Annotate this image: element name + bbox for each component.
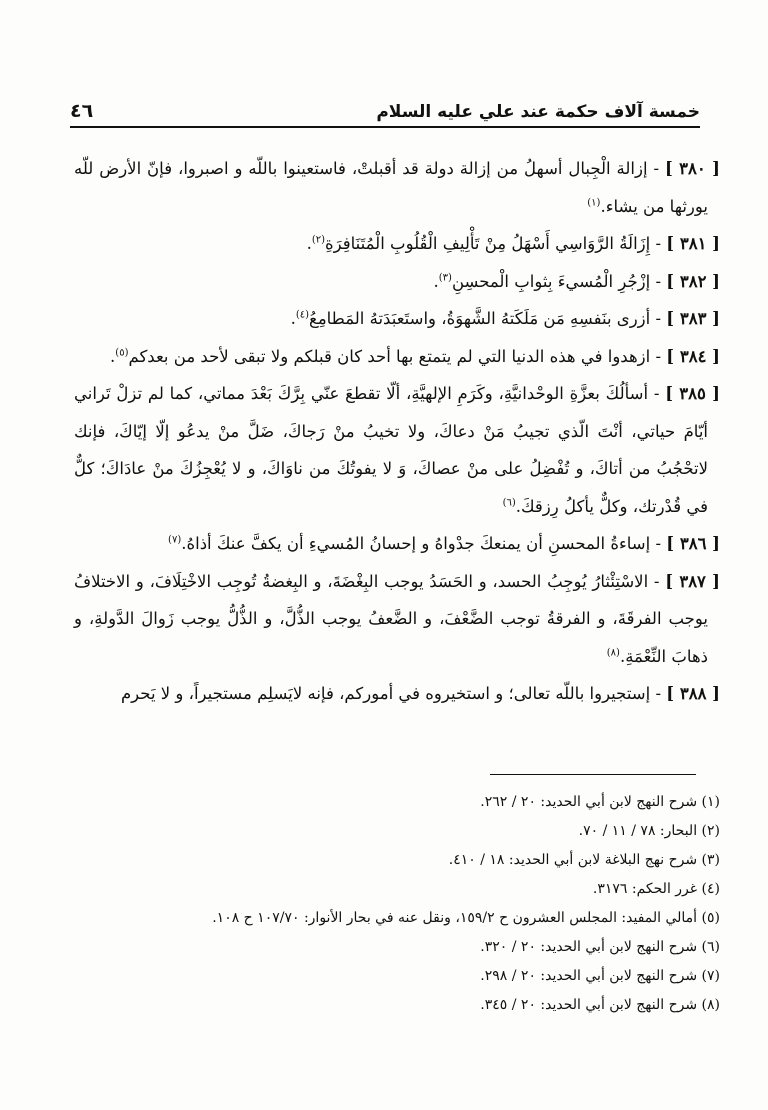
saying-382: [ ٣٨٢ ] - إزْجُرِ الْمُسيءَ بِثوابِ الْمحسِنِ$^{(٣)}$.: [433, 271, 720, 291]
page-header: [70, 92, 700, 128]
sayings-body: [74, 150, 720, 713]
footnote-ref[interactable]: (٧): [168, 534, 182, 546]
footnote-ref[interactable]: (٥): [115, 347, 129, 358]
footnote-ref[interactable]: (٤): [295, 309, 310, 321]
saying-381: [ ٣٨١ ] - إِزَالَةُ الرَّوَاسِي أَسْهَلُ مِنْ تَأْلِيفِ الْقُلُوبِ الْمُتَنَافِرَةِ$^{(٢)}$.: [306, 234, 720, 253]
running-title: خمسة آلاف حكمة عند علي عليه السلام: [376, 102, 700, 122]
saying-text: - إِزَالَةُ الرَّوَاسِي أَسْهَلُ مِنْ تَأْلِيفِ الْقُلُوبِ الْمُتَنَافِرَةِ: [325, 234, 667, 253]
saying-number: [ ٣٨٤ ]: [666, 346, 720, 366]
saying-text: - إزْجُرِ الْمُسيءَ بِثوابِ الْمحسِنِ: [451, 271, 667, 291]
footnote-5: (٥) أمالي المفيد: المجلس العشرون ح ١٥٩/٢، ونقل عنه في بحار الأنوار: ١٠٧/٧٠ ح ١٠٨.: [212, 910, 720, 926]
saying-385: [74, 375, 720, 525]
saying-number: [ ٣٨٥ ]: [665, 384, 720, 403]
saying-388: [74, 675, 720, 713]
saying-text: - إستجيروا باللّه تعالى؛ و استخيروه في أموركم، فإنه لايَسلِم مستجيراً، و لا يَحرم: [120, 684, 667, 703]
saying-text: - إساءةُ المحسنِ أن يمنعكَ جدْواهُ و إحسانُ المُسيءِ أن يكفَّ عنكَ أذاهُ.: [181, 534, 667, 553]
footnote-ref[interactable]: (١): [587, 197, 601, 208]
footnote-divider: [490, 774, 696, 775]
page-number: ٤٦: [70, 100, 94, 122]
saying-text: - الاسْتِئْثارُ يُوجِبُ الحسد، و الحَسَدُ يوجب البِغْضَةَ، و البِغضةُ تُوجِب الاخْتِلَافَ، و الاختلافُ يوجب الفرقَةَ، و الفرقةُ توجب الضَّعْفَ، و الضَّعفُ يوجب الذُّلَّ، و الذُّلُّ يوجب زَوالَ الدَّولةِ، و ذهابَ النِّعْمَةِ.: [74, 571, 708, 666]
saying-number: [ ٣٨٠ ]: [664, 159, 720, 178]
saying-text: - أسألُكَ بعزَّةِ الوحْدانيَّةِ، وكَرَمِ الإلهيَّةِ، ألّا تقطعَ عنّي بِرَّكَ بَعْدَ مماتي، كما لم تزلْ تَراني أيّامَ حياتي، أنْتَ الّذي تجيبُ مَنْ دعاكَ، ولا تخيبُ منْ رَجاكَ، ضَلَّ منْ يدعُو إلّا إيّاكَ، فإنك لاتحْجُبُ من أتاكَ، و تُفْضِلُ على منْ عصاكَ، وَ لا يفوتُكَ من ناوَاكَ، و لا يُعْجِزُكَ منْ عادَاكَ؛ كلٌّ في قُدْرتك، وكلٌّ يأكلُ رِزقكَ.: [74, 384, 708, 516]
footnote-6: (٦) شرح النهج لابن أبي الحديد: ٢٠ / ٣٢٠.: [480, 939, 720, 955]
footnote-1: (١) شرح النهج لابن أبي الحديد: ٢٠ / ٢٦٢.: [480, 794, 720, 810]
saying-text: - إزالة الْجِبال أسهلُ من إزالة دولة قد أقبلتْ، فاستعينوا باللّه و اصبروا، فإنّ الأرض للّه يورثها من يشاء.: [74, 159, 708, 216]
saying-text: - أزرى بنَفسِهِ مَن مَلَكَتهُ الشَّهوَةُ، واستَعبَدَتهُ المَطامِعُ: [309, 309, 667, 328]
saying-383: [ ٣٨٣ ] - أزرى بنَفسِهِ مَن مَلَكَتهُ الشَّهوَةُ، واستَعبَدَتهُ المَطامِعُ$^{(٤)}$.: [290, 309, 720, 328]
saying-number: [ ٣٨٧ ]: [665, 571, 720, 591]
footnote-ref[interactable]: (٨): [606, 647, 620, 658]
saying-380: [74, 150, 720, 225]
footnote-4: (٤) غرر الحكم: ٣١٧٦.: [592, 881, 720, 897]
footnote-3: (٣) شرح نهج البلاغة لابن أبي الحديد: ١٨ / ٤١٠.: [448, 852, 720, 868]
footnote-ref[interactable]: (٦): [502, 497, 516, 508]
saying-number: [ ٣٨٣ ]: [666, 309, 720, 328]
saying-text: - ازهدوا في هذه الدنيا التي لم يتمتع بها أحد كان قبلكم ولا تبقى لأحد من بعدكم: [128, 346, 667, 366]
footnote-2: (٢) البحار: ٧٨ / ١١ / ٧٠.: [578, 823, 720, 839]
saying-number: [ ٣٨١ ]: [666, 234, 720, 253]
saying-number: [ ٣٨٨ ]: [666, 684, 720, 703]
saying-number: [ ٣٨٢ ]: [666, 271, 720, 291]
saying-386: [74, 525, 720, 563]
footnotes: [74, 788, 720, 1020]
saying-387: [74, 563, 720, 676]
saying-number: [ ٣٨٦ ]: [666, 534, 720, 553]
footnote-8: (٨) شرح النهج لابن أبي الحديد: ٢٠ / ٣٤٥.: [480, 997, 720, 1013]
footnote-ref[interactable]: (٣): [438, 272, 452, 283]
footnote-ref[interactable]: (٢): [311, 234, 326, 246]
saying-384: [ ٣٨٤ ] - ازهدوا في هذه الدنيا التي لم يتمتع بها أحد كان قبلكم ولا تبقى لأحد من بعدكم$^{(٥)}$.: [110, 346, 720, 366]
footnote-7: (٧) شرح النهج لابن أبي الحديد: ٢٠ / ٢٩٨.: [480, 968, 720, 984]
